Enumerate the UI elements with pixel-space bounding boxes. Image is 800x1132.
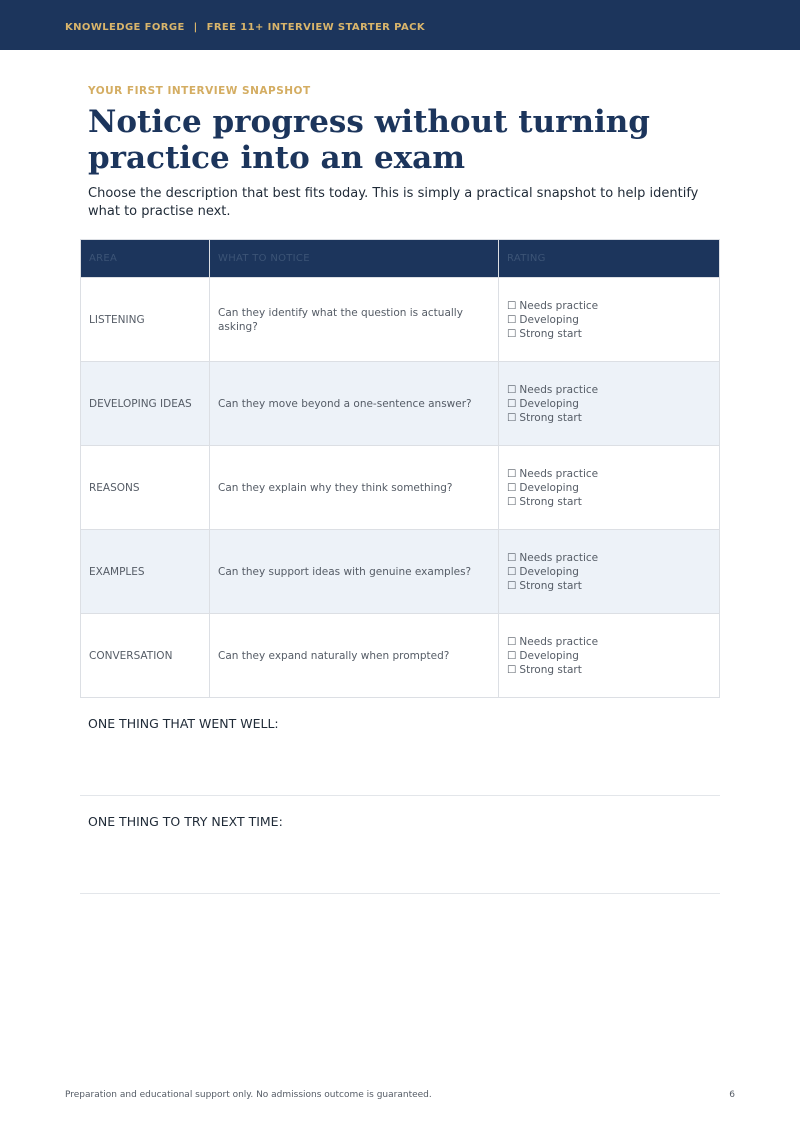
area-cell: REASONS <box>81 446 210 530</box>
rating-option[interactable] <box>507 495 711 509</box>
header-bar <box>0 0 800 50</box>
table-row <box>81 614 720 698</box>
checkbox-icon[interactable]: ☐ <box>507 313 517 326</box>
checkbox-icon[interactable]: ☐ <box>507 481 517 494</box>
snapshot-table <box>80 239 720 698</box>
rating-option-label: Developing <box>519 481 579 494</box>
table-header-row <box>81 240 720 278</box>
checkbox-icon[interactable]: ☐ <box>507 579 517 592</box>
try-next-writing-line[interactable] <box>80 893 720 894</box>
rating-option-label: Developing <box>519 565 579 578</box>
went-well-label: ONE THING THAT WENT WELL: <box>88 716 279 731</box>
rating-option[interactable] <box>507 579 711 593</box>
rating-option[interactable] <box>507 551 711 565</box>
rating-option[interactable] <box>507 313 711 327</box>
notice-cell: Can they explain why they think something? <box>210 446 499 530</box>
rating-option-label: Strong start <box>519 495 582 508</box>
header-area: AREA <box>81 240 210 278</box>
checkbox-icon[interactable]: ☐ <box>507 495 517 508</box>
area-cell: CONVERSATION <box>81 614 210 698</box>
checkbox-icon[interactable]: ☐ <box>507 649 517 662</box>
rating-option-label: Strong start <box>519 579 582 592</box>
rating-option[interactable] <box>507 663 711 677</box>
section-eyebrow: YOUR FIRST INTERVIEW SNAPSHOT <box>88 85 311 97</box>
table-row <box>81 530 720 614</box>
notice-cell: Can they expand naturally when prompted? <box>210 614 499 698</box>
rating-option-label: Needs practice <box>519 383 599 396</box>
header-text <box>65 22 425 33</box>
checkbox-icon[interactable]: ☐ <box>507 551 517 564</box>
area-cell: EXAMPLES <box>81 530 210 614</box>
rating-option-label: Strong start <box>519 663 582 676</box>
header-separator: | <box>193 22 198 33</box>
rating-cell <box>499 530 720 614</box>
rating-cell <box>499 362 720 446</box>
table-row <box>81 446 720 530</box>
rating-cell <box>499 614 720 698</box>
rating-option[interactable] <box>507 481 711 495</box>
checkbox-icon[interactable]: ☐ <box>507 383 517 396</box>
rating-option[interactable] <box>507 397 711 411</box>
table-row <box>81 362 720 446</box>
notice-cell: Can they move beyond a one-sentence answer? <box>210 362 499 446</box>
footer-disclaimer: Preparation and educational support only. No admissions outcome is guaranteed. <box>65 1090 432 1100</box>
notice-cell: Can they identify what the question is actually asking? <box>210 278 499 362</box>
try-next-label: ONE THING TO TRY NEXT TIME: <box>88 814 283 829</box>
checkbox-icon[interactable]: ☐ <box>507 411 517 424</box>
page-subtitle: Choose the description that best fits today. This is simply a practical snapshot to help identify what to practise next. <box>88 186 699 219</box>
rating-option[interactable] <box>507 649 711 663</box>
area-cell: DEVELOPING IDEAS <box>81 362 210 446</box>
checkbox-icon[interactable]: ☐ <box>507 663 517 676</box>
rating-option-label: Strong start <box>519 411 582 424</box>
rating-option-label: Needs practice <box>519 551 599 564</box>
checkbox-icon[interactable]: ☐ <box>507 467 517 480</box>
rating-option-label: Needs practice <box>519 299 599 312</box>
checkbox-icon[interactable]: ☐ <box>507 565 517 578</box>
rating-cell <box>499 278 720 362</box>
rating-option[interactable] <box>507 299 711 313</box>
header-rating: RATING <box>499 240 720 278</box>
checkbox-icon[interactable]: ☐ <box>507 397 517 410</box>
rating-option-label: Developing <box>519 649 579 662</box>
rating-option-label: Needs practice <box>519 467 599 480</box>
rating-cell <box>499 446 720 530</box>
checkbox-icon[interactable]: ☐ <box>507 299 517 312</box>
page-number: 6 <box>729 1090 735 1100</box>
brand-name: KNOWLEDGE FORGE <box>65 22 185 33</box>
went-well-writing-line[interactable] <box>80 795 720 796</box>
page-title: Notice progress without turning practice into an exam <box>88 104 650 176</box>
rating-option[interactable] <box>507 467 711 481</box>
rating-option[interactable] <box>507 411 711 425</box>
header-notice: WHAT TO NOTICE <box>210 240 499 278</box>
table-row <box>81 278 720 362</box>
rating-option-label: Developing <box>519 313 579 326</box>
checkbox-icon[interactable]: ☐ <box>507 327 517 340</box>
area-cell: LISTENING <box>81 278 210 362</box>
rating-option[interactable] <box>507 327 711 341</box>
rating-option[interactable] <box>507 635 711 649</box>
notice-cell: Can they support ideas with genuine examples? <box>210 530 499 614</box>
pack-name: FREE 11+ INTERVIEW STARTER PACK <box>206 22 425 33</box>
rating-option-label: Strong start <box>519 327 582 340</box>
rating-option-label: Needs practice <box>519 635 599 648</box>
rating-option[interactable] <box>507 565 711 579</box>
checkbox-icon[interactable]: ☐ <box>507 635 517 648</box>
rating-option[interactable] <box>507 383 711 397</box>
rating-option-label: Developing <box>519 397 579 410</box>
